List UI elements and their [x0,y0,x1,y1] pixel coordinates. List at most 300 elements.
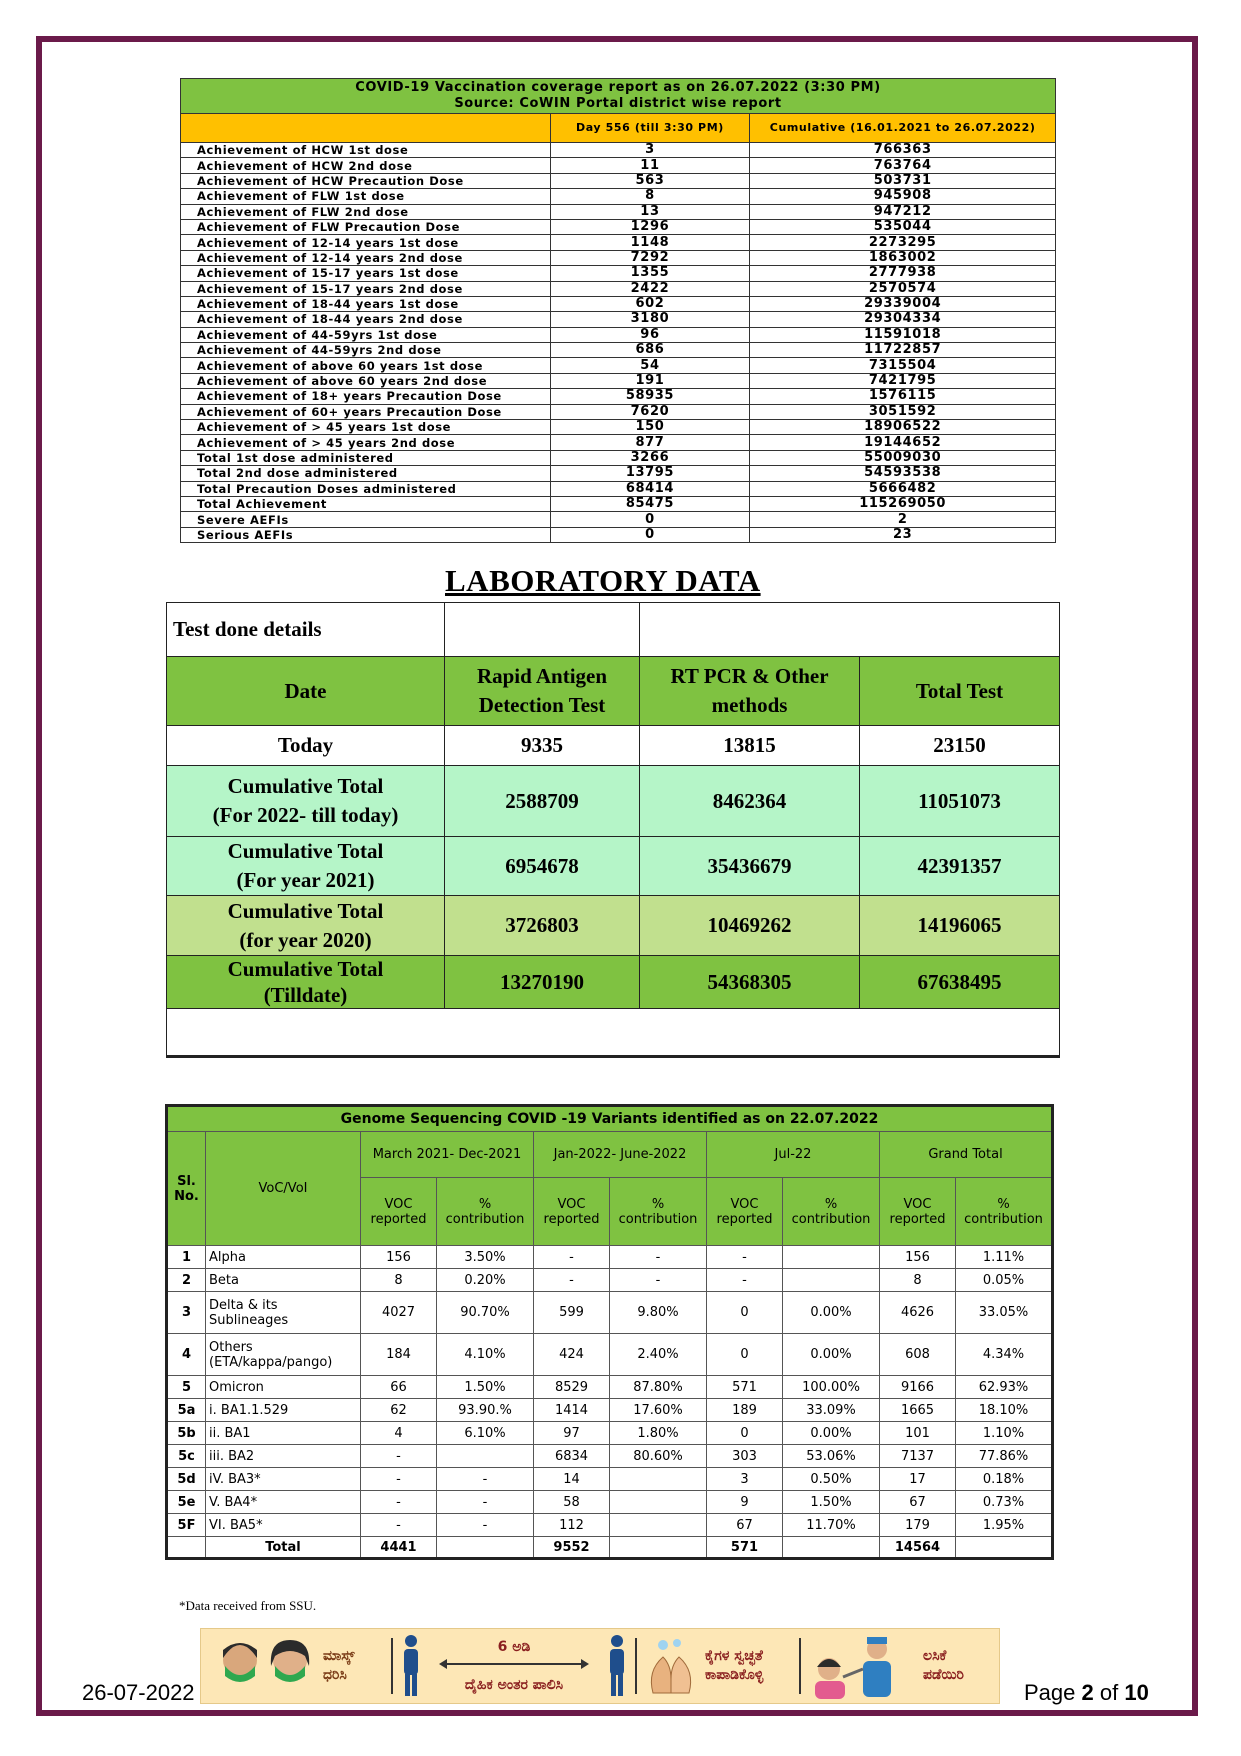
vaccination-row-day: 1355 [550,266,750,281]
page-number [1024,1680,1149,1706]
lab-details-label: Test done details [167,603,445,657]
genome-row-sl: 5a [167,1399,206,1422]
genome-row [167,1468,1053,1491]
genome-row-voc: 8 [361,1269,437,1292]
lab-row-label [167,766,445,837]
vaccination-row-label: Serious AEFIs [181,527,551,542]
vaccination-row-day: 8 [550,189,750,204]
genome-title: Genome Sequencing COVID -19 Variants identified as on 22.07.2022 [167,1106,1053,1132]
lab-row-2021 [167,837,1060,896]
genome-row-voc: - [707,1269,783,1292]
genome-row-voc: 112 [534,1514,610,1537]
laboratory-table [166,602,1060,1058]
vaccination-row [181,404,1056,419]
vaccination-row-cumulative: 23 [750,527,1056,542]
genome-sub-contribution-line1: % [478,1196,492,1212]
genome-period: March 2021- Dec-2021 [361,1132,534,1178]
handwash-icon [643,1635,699,1697]
genome-row-sl: 1 [167,1246,206,1269]
lab-row-rtpcr: 35436679 [640,837,860,896]
genome-row-contribution: 4.10% [437,1334,534,1376]
genome-row-voc: 303 [707,1445,783,1468]
genome-row-contribution: 80.60% [610,1445,707,1468]
vaccination-title: COVID-19 Vaccination coverage report as on 26.07.2022 (3:30 PM) [355,80,881,95]
genome-row-sl: 2 [167,1269,206,1292]
genome-row-voc: 67 [880,1491,956,1514]
vaccination-row [181,358,1056,373]
genome-row-voc: 66 [361,1376,437,1399]
genome-row-contribution: 0.00% [783,1334,880,1376]
vaccination-row [181,481,1056,496]
genome-row-variant: Delta & its Sublineages [206,1292,361,1334]
vaccination-row-label: Achievement of 44-59yrs 1st dose [181,327,551,342]
vaccination-row-day: 2422 [550,281,750,296]
genome-row-contribution [783,1246,880,1269]
covid-guidelines-banner [200,1628,1000,1704]
genome-row [167,1376,1053,1399]
genome-row-voc: 189 [707,1399,783,1422]
genome-row-contribution: - [437,1491,534,1514]
genome-row-voc: 101 [880,1422,956,1445]
mask-text-line2: ಧರಿಸಿ [323,1667,347,1683]
vaccine-text-line1: ಲಸಿಕೆ [923,1648,947,1664]
genome-sub-contribution [956,1178,1053,1246]
handwash-segment [643,1629,793,1703]
vaccination-row [181,435,1056,450]
genome-row-sl: 5e [167,1491,206,1514]
lab-row-label-line1: Cumulative Total [227,839,384,863]
genome-row-sl: 5c [167,1445,206,1468]
genome-sub-voc [707,1178,783,1246]
genome-row-voc: 6834 [534,1445,610,1468]
vaccination-row-day: 150 [550,420,750,435]
vaccination-body [181,143,1056,543]
genome-row-voc: 1665 [880,1399,956,1422]
vaccination-row-cumulative: 11591018 [750,327,1056,342]
vaccination-row [181,266,1056,281]
lab-header-row [167,657,1060,726]
lab-row-rtpcr: 13815 [640,726,860,766]
genome-row-voc: 3 [707,1468,783,1491]
genome-row-voc: - [361,1445,437,1468]
genome-row-voc: 67 [707,1514,783,1537]
vaccination-title-row [181,79,1056,114]
genome-row-contribution: - [437,1468,534,1491]
genome-row [167,1422,1053,1445]
genome-row-contribution: 33.09% [783,1399,880,1422]
distance-bottom-text: ದೈಹಿಕ ಅಂತರ ಪಾಲಿಸಿ [464,1676,564,1693]
genome-row-voc: 4626 [880,1292,956,1334]
lab-header-rapid-line2: Detection Test [478,693,606,717]
vaccination-row-cumulative: 11722857 [750,343,1056,358]
banner-divider [635,1638,637,1694]
handwash-text-line2: ಕಾಪಾಡಿಕೊಳ್ಳಿ [705,1667,764,1683]
genome-total-label: Total [206,1537,361,1559]
genome-row-contribution: - [610,1269,707,1292]
vaccination-row-cumulative: 947212 [750,204,1056,219]
vaccination-row-cumulative: 945908 [750,189,1056,204]
genome-row-contribution: 90.70% [437,1292,534,1334]
lab-row-rtpcr: 54368305 [640,956,860,1009]
vaccination-row-cumulative: 7315504 [750,358,1056,373]
mask-text [323,1647,355,1685]
vaccination-row-cumulative: 115269050 [750,496,1056,511]
vaccination-row [181,373,1056,388]
lab-row-label-line2: (for year 2020) [239,927,372,952]
genome-row-sl: 5d [167,1468,206,1491]
lab-row-label-line1: Cumulative Total [227,957,384,981]
genome-row-voc: - [361,1468,437,1491]
page-prefix: Page [1024,1680,1082,1705]
vaccination-row-label: Achievement of > 45 years 2nd dose [181,435,551,450]
genome-row-contribution [437,1445,534,1468]
page-current: 2 [1081,1680,1094,1705]
vaccination-row-label: Total 2nd dose administered [181,466,551,481]
distance-text [439,1638,589,1695]
vaccination-row-label: Achievement of FLW 2nd dose [181,204,551,219]
vaccination-row-cumulative: 766363 [750,143,1056,158]
genome-row-contribution: - [437,1514,534,1537]
vaccination-row-cumulative: 763764 [750,158,1056,173]
vaccination-source: Source: CoWIN Portal district wise report [454,96,782,111]
genome-sub-contribution-line1: % [997,1196,1010,1212]
lab-row-rapid: 6954678 [445,837,640,896]
vaccination-row-label: Achievement of FLW Precaution Dose [181,219,551,234]
genome-row-voc: - [534,1246,610,1269]
genome-row-contribution: 1.50% [437,1376,534,1399]
vaccination-row-day: 602 [550,296,750,311]
genome-row-contribution: 9.80% [610,1292,707,1334]
genome-sub-contribution-line2: contribution [791,1211,871,1227]
vaccination-row-day: 68414 [550,481,750,496]
vaccination-row-cumulative: 55009030 [750,450,1056,465]
genome-period: Jul-22 [707,1132,880,1178]
lab-row-label-line2: (Tilldate) [263,983,348,1007]
vaccination-row-day: 1296 [550,219,750,234]
vaccination-row-cumulative: 29339004 [750,296,1056,311]
genome-table [165,1104,1054,1560]
vaccination-col-cumulative: Cumulative (16.01.2021 to 26.07.2022) [750,114,1056,143]
handwash-text-line1: ಕೈಗಳ ಸ್ವಚ್ಛತೆ [705,1648,763,1664]
vaccination-row-day: 3 [550,143,750,158]
page-total: 10 [1124,1680,1149,1705]
genome-sub-voc [880,1178,956,1246]
vaccination-row-day: 96 [550,327,750,342]
genome-row-voc: 14 [534,1468,610,1491]
genome-row-voc: 179 [880,1514,956,1537]
genome-sub-voc [534,1178,610,1246]
genome-row-contribution: 0.73% [956,1491,1053,1514]
vaccination-row-day: 3180 [550,312,750,327]
genome-row-voc: - [534,1269,610,1292]
vaccination-row-cumulative: 7421795 [750,373,1056,388]
genome-row-voc: 4027 [361,1292,437,1334]
vaccination-row-label: Achievement of 18+ years Precaution Dose [181,389,551,404]
vaccination-row-label: Total Precaution Doses administered [181,481,551,496]
vaccination-row-day: 7620 [550,404,750,419]
lab-row-rapid: 3726803 [445,896,640,956]
vaccination-row [181,158,1056,173]
lab-row-2022 [167,766,1060,837]
genome-row-voc: 424 [534,1334,610,1376]
vaccination-row [181,389,1056,404]
genome-body [167,1246,1053,1537]
genome-row-voc: 599 [534,1292,610,1334]
genome-period-row [167,1132,1053,1178]
lab-details-row [167,603,1060,657]
genome-row-contribution [610,1468,707,1491]
genome-row-contribution: 100.00% [783,1376,880,1399]
genome-row-contribution: 11.70% [783,1514,880,1537]
vaccination-row-cumulative: 54593538 [750,466,1056,481]
vaccination-row-cumulative: 5666482 [750,481,1056,496]
lab-row-rapid: 13270190 [445,956,640,1009]
genome-sub-voc-line1: VOC [903,1196,932,1212]
data-source-note: *Data received from SSU. [179,1598,317,1613]
vaccination-row-label: Achievement of > 45 years 1st dose [181,420,551,435]
genome-row [167,1334,1053,1376]
genome-row-variant: Others (ETA/kappa/pango) [206,1334,361,1376]
genome-row-voc: 0 [707,1422,783,1445]
genome-row-voc: 0 [707,1292,783,1334]
genome-period: Grand Total [880,1132,1053,1178]
genome-row-sl: 3 [167,1292,206,1334]
genome-sub-voc-line2: reported [543,1211,600,1227]
genome-period: Jan-2022- June-2022 [534,1132,707,1178]
genome-row-contribution: 62.93% [956,1376,1053,1399]
vaccination-row-label: Achievement of HCW 1st dose [181,143,551,158]
vaccination-row-label: Achievement of 18-44 years 2nd dose [181,312,551,327]
vaccine-segment [807,1629,997,1703]
genome-row-sl: 5b [167,1422,206,1445]
genome-row-voc: - [361,1514,437,1537]
lab-header-rtpcr [640,657,860,726]
vaccination-table [180,78,1056,543]
lab-row-label: Today [167,726,445,766]
genome-row [167,1292,1053,1334]
genome-sub-contribution [437,1178,534,1246]
vaccination-row-day: 191 [550,373,750,388]
vaccination-row [181,173,1056,188]
vaccination-row-label: Achievement of 15-17 years 1st dose [181,266,551,281]
lab-row-rtpcr: 8462364 [640,766,860,837]
genome-sl-header: Sl. No. [167,1132,206,1246]
genome-row [167,1399,1053,1422]
genome-row-variant: i. BA1.1.529 [206,1399,361,1422]
vaccination-row [181,143,1056,158]
vaccination-row-label: Achievement of 15-17 years 2nd dose [181,281,551,296]
genome-row-voc: 1414 [534,1399,610,1422]
vaccination-row-cumulative: 18906522 [750,420,1056,435]
vaccination-row [181,312,1056,327]
lab-header-date: Date [167,657,445,726]
vaccination-row-cumulative: 2570574 [750,281,1056,296]
genome-row-contribution: 0.50% [783,1468,880,1491]
genome-row-contribution: 1.11% [956,1246,1053,1269]
genome-row-contribution: - [610,1246,707,1269]
vaccination-header-row [181,114,1056,143]
lab-row-label [167,837,445,896]
vaccination-row-label: Severe AEFIs [181,512,551,527]
lab-row-today [167,726,1060,766]
genome-sub-voc-line1: VOC [557,1196,586,1212]
vaccination-row-day: 85475 [550,496,750,511]
vaccination-row-label: Achievement of above 60 years 1st dose [181,358,551,373]
lab-row-2020 [167,896,1060,956]
lab-header-rapid [445,657,640,726]
vaccination-row-day: 877 [550,435,750,450]
lab-empty-row [167,1009,1060,1057]
genome-row-contribution: 1.95% [956,1514,1053,1537]
genome-row-contribution: 93.90.% [437,1399,534,1422]
banner-divider [391,1638,393,1694]
vaccination-row [181,420,1056,435]
vaccination-row-day: 7292 [550,250,750,265]
lab-row-total: 14196065 [860,896,1060,956]
genome-voc-header: VoC/VoI [206,1132,361,1246]
footer-date: 26-07-2022 [82,1680,195,1705]
vaccination-row-day: 0 [550,527,750,542]
vaccination-row-label: Achievement of FLW 1st dose [181,189,551,204]
lab-row-rtpcr: 10469262 [640,896,860,956]
genome-row-voc: 58 [534,1491,610,1514]
distance-top-text: 6 ಅಡಿ [497,1638,531,1655]
lab-row-label [167,956,445,1009]
lab-row-rapid: 9335 [445,726,640,766]
genome-row-contribution: 53.06% [783,1445,880,1468]
lab-header-rapid-line1: Rapid Antigen [476,664,608,688]
lab-row-label-line1: Cumulative Total [227,774,384,798]
vaccination-row-label: Achievement of above 60 years 2nd dose [181,373,551,388]
lab-header-rtpcr-line1: RT PCR & Other [670,664,829,688]
genome-row-variant: ii. BA1 [206,1422,361,1445]
vaccination-row-day: 1148 [550,235,750,250]
mask-segment [201,1629,385,1703]
genome-row-contribution [610,1514,707,1537]
lab-header-total: Total Test [860,657,1060,726]
genome-row [167,1269,1053,1292]
genome-row-contribution: 17.60% [610,1399,707,1422]
genome-sub-voc-line1: VOC [384,1196,413,1212]
vaccination-row-label: Achievement of 12-14 years 1st dose [181,235,551,250]
lab-row-total: 67638495 [860,956,1060,1009]
genome-sub-voc-line2: reported [716,1211,773,1227]
genome-row-variant: Beta [206,1269,361,1292]
genome-row [167,1491,1053,1514]
mask-text-line1: ಮಾಸ್ಕ್ [323,1648,355,1664]
genome-row-variant: VI. BA5* [206,1514,361,1537]
genome-row [167,1246,1053,1269]
genome-total-a: 4441 [361,1537,437,1559]
genome-row-contribution: 4.34% [956,1334,1053,1376]
genome-row-voc: 9 [707,1491,783,1514]
vaccination-row-cumulative: 2777938 [750,266,1056,281]
vaccination-row-label: Achievement of 12-14 years 2nd dose [181,250,551,265]
lab-row-total: 23150 [860,726,1060,766]
vaccination-row-label: Achievement of 60+ years Precaution Dose [181,404,551,419]
genome-row-contribution: 0.18% [956,1468,1053,1491]
genome-row-contribution: 1.50% [783,1491,880,1514]
vaccination-row-day: 54 [550,358,750,373]
genome-row-voc: 7137 [880,1445,956,1468]
genome-row-contribution: 87.80% [610,1376,707,1399]
genome-row-contribution: 33.05% [956,1292,1053,1334]
genome-row-contribution: 0.20% [437,1269,534,1292]
genome-row-variant: iii. BA2 [206,1445,361,1468]
lab-row-label-line2: (For year 2021) [236,868,375,892]
mask-face-icon [265,1636,315,1696]
genome-total-d: 14564 [880,1537,956,1559]
vaccination-row [181,189,1056,204]
vaccination-row-cumulative: 29304334 [750,312,1056,327]
genome-row-contribution: 6.10% [437,1422,534,1445]
genome-row-voc: 608 [880,1334,956,1376]
genome-sub-contribution [783,1178,880,1246]
lab-row-total: 42391357 [860,837,1060,896]
handwash-text [705,1647,763,1685]
genome-row-voc: - [361,1491,437,1514]
vaccination-row-label: Achievement of 44-59yrs 2nd dose [181,343,551,358]
vaccination-row-day: 686 [550,343,750,358]
person-icon [605,1634,629,1698]
vaccination-row-cumulative: 535044 [750,219,1056,234]
vaccination-row-day: 0 [550,512,750,527]
genome-row-voc: 184 [361,1334,437,1376]
genome-row-voc: 156 [361,1246,437,1269]
genome-row-voc: 97 [534,1422,610,1445]
person-icon [399,1634,423,1698]
genome-row-variant: Alpha [206,1246,361,1269]
genome-row-voc: 8 [880,1269,956,1292]
laboratory-title: LABORATORY DATA [445,563,761,598]
vaccination-row-day: 13 [550,204,750,219]
vaccination-row-label: Achievement of HCW 2nd dose [181,158,551,173]
genome-row-voc: 156 [880,1246,956,1269]
vaccination-row-cumulative: 19144652 [750,435,1056,450]
genome-row-variant: iV. BA3* [206,1468,361,1491]
genome-row-contribution: 18.10% [956,1399,1053,1422]
genome-sub-voc-line2: reported [370,1211,427,1227]
genome-sub-contribution-line1: % [824,1196,838,1212]
lab-row-rapid: 2588709 [445,766,640,837]
vaccination-row [181,281,1056,296]
genome-row-voc: 9166 [880,1376,956,1399]
vaccination-row-day: 563 [550,173,750,188]
genome-row-contribution: 1.10% [956,1422,1053,1445]
vaccination-row [181,496,1056,511]
genome-row-contribution [610,1491,707,1514]
genome-row-voc: 571 [707,1376,783,1399]
vaccine-text-line2: ಪಡೆಯಿರಿ [923,1667,964,1683]
vaccination-row-cumulative: 503731 [750,173,1056,188]
double-arrow-icon [439,1658,589,1670]
lab-header-rtpcr-line2: methods [711,693,788,717]
vaccination-row [181,219,1056,234]
genome-total-row [167,1537,1053,1559]
genome-row-voc: 62 [361,1399,437,1422]
vaccination-row [181,527,1056,542]
vaccination-row [181,466,1056,481]
vaccination-row-cumulative: 1863002 [750,250,1056,265]
genome-sub-voc-line2: reported [889,1211,946,1227]
genome-row-voc: 17 [880,1468,956,1491]
genome-row-sl: 5F [167,1514,206,1537]
vaccination-row-day: 3266 [550,450,750,465]
genome-row-sl: 4 [167,1334,206,1376]
genome-sub-contribution-line1: % [651,1196,665,1212]
lab-row-label-line2: (For 2022- till today) [212,803,399,827]
vaccination-row-day: 11 [550,158,750,173]
